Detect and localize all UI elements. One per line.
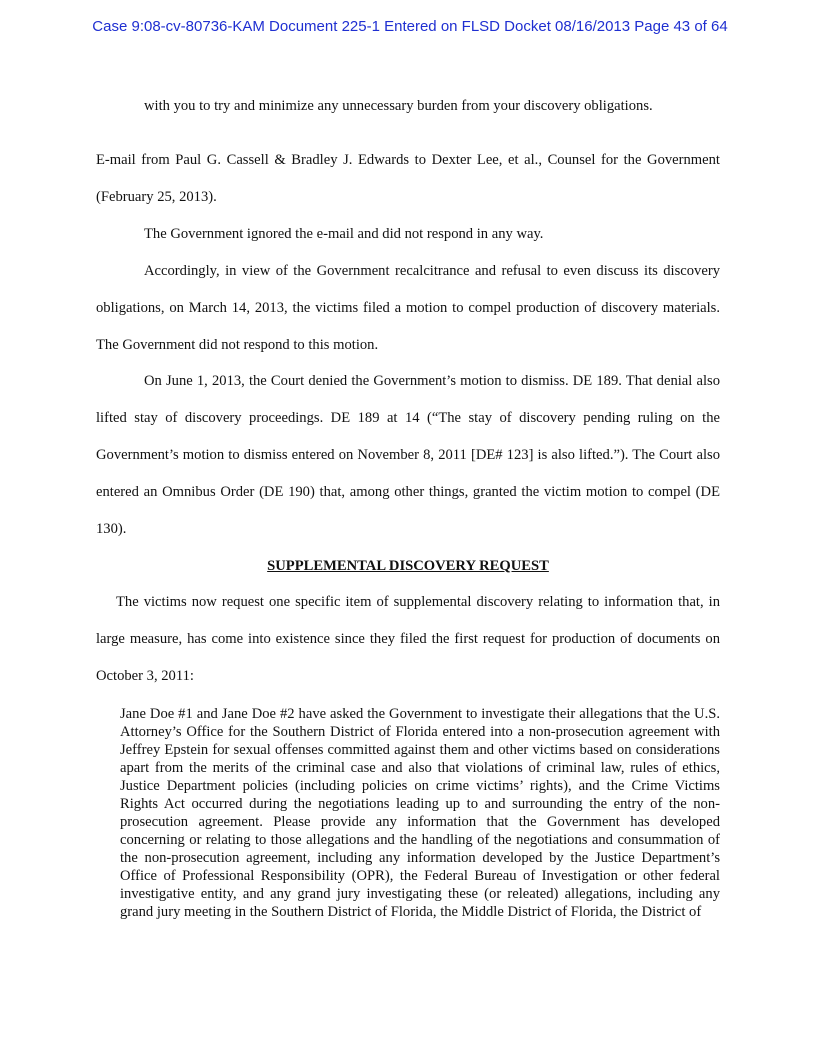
section-heading: SUPPLEMENTAL DISCOVERY REQUEST	[267, 558, 549, 574]
court-docket-header: Case 9:08-cv-80736-KAM Document 225-1 Entered on FLSD Docket 08/16/2013 Page 43 of 64	[92, 18, 728, 35]
paragraph-june-ruling: On June 1, 2013, the Court denied the Government’s motion to dismiss. DE 189. That denial also lifted stay of discovery proceedings. DE 189 at 14 (“The stay of discovery pending ruling on the Government’s motion to dismiss entered on November 8, 2011 [DE# 123] is also lifted.”). The Court also entered an Omnibus Order (DE 190) that, among other things, granted the victim motion to compel (DE 130).	[96, 373, 720, 537]
paragraph-government-ignored: The Government ignored the e-mail and did not respond in any way.	[144, 226, 544, 242]
discovery-request-block: Jane Doe #1 and Jane Doe #2 have asked the Government to investigate their allegations that the U.S. Attorney’s Office for the Southern District of Florida entered into a non-prosecution agreement with Jeffrey Epstein for sexual offenses committed against them and other victims based on considerations apart from the merits of the criminal case and also that violations of criminal law, rules of ethics, Justice Department policies (including policies on crime victims’ rights), and the Crime Victims Rights Act occurred during the negotiations leading up to and surrounding the entry of the non-prosecution agreement. Please provide any information that the Government has developed concerning or relating to those allegations and the handling of the negotiations and consummation of the non-prosecution agreement, including any information developed by the Justice Department’s Office of Professional Responsibility (OPR), the Federal Bureau of Investigation or other federal investigative entity, and any grand jury investigating these (or releated) allegations, including any grand jury meeting in the Southern District of Florida, the Middle District of Florida, the District of	[120, 706, 720, 920]
quote-continuation: with you to try and minimize any unnecessary burden from your discovery obligations.	[144, 98, 653, 114]
paragraph-request-intro: The victims now request one specific item of supplemental discovery relating to information that, in large measure, has come into existence since they filed the first request for production of documents on October 3, 2011:	[96, 594, 720, 684]
paragraph-accordingly: Accordingly, in view of the Government recalcitrance and refusal to even discuss its discovery obligations, on March 14, 2013, the victims filed a motion to compel production of discovery materials. The Government did not respond to this motion.	[96, 263, 720, 353]
email-citation: E-mail from Paul G. Cassell & Bradley J. Edwards to Dexter Lee, et al., Counsel for the Government (February 25, 2013).	[96, 152, 720, 205]
